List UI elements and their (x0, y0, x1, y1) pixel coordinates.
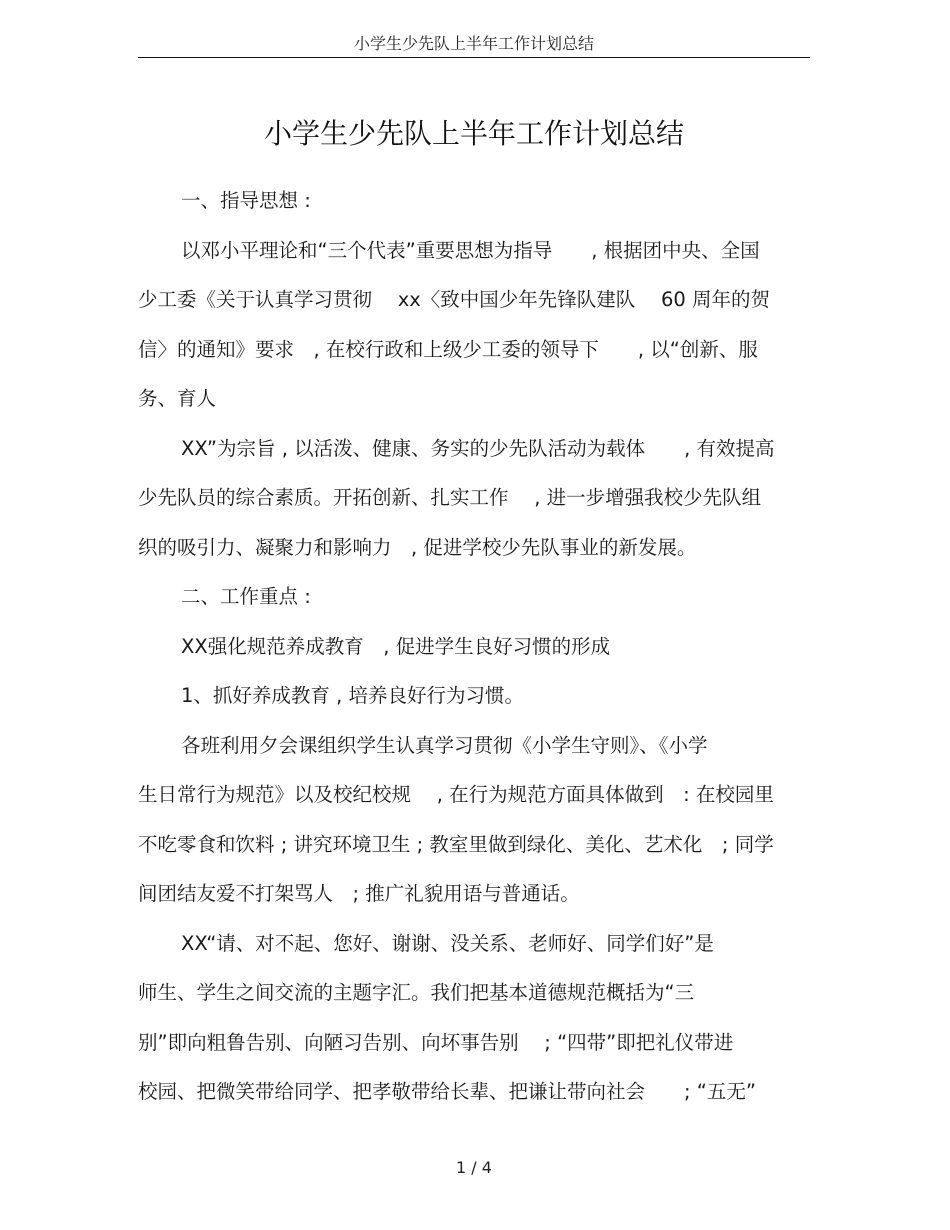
document-body (138, 176, 810, 1117)
paragraph-line: 间团结友爱不打架骂人 ; 推广礼貌用语与普通话。 (138, 882, 580, 905)
paragraph-line: 少先队员的综合素质。开拓创新、扎实工作 , 进一步增强我校少先队组 (138, 486, 762, 509)
document-title: 小学生少先队上半年工作计划总结 (263, 117, 684, 150)
section-heading-work-focus: 二、工作重点 : (181, 585, 311, 608)
paragraph-line: 不吃零食和饮料 ; 讲究环境卫生 ; 教室里做到绿化、美化、艺术化 ; 同学 (138, 832, 774, 856)
paragraph-line: 少工委《关于认真学习贯彻 xx〈致中国少年先锋队建队 60 周年的贺 (138, 288, 770, 311)
running-header: 小学生少先队上半年工作计划总结 (353, 34, 594, 53)
paragraph-line: 生日常行为规范》以及校纪校规 , 在行为规范方面具体做到 : 在校园里 (138, 783, 774, 806)
paragraph-line: 别”即向粗鲁告别、向陋习告别、向坏事告别 ; “四带”即把礼仪带进 (138, 1030, 734, 1054)
header-divider (138, 57, 810, 58)
page-number: 1 / 4 (456, 1158, 492, 1177)
paragraph-line: 各班利用夕会课组织学生认真学习贯彻《小学生守则》、《小学 (181, 733, 708, 757)
paragraph-line: 校园、把微笑带给同学、把孝敬带给长辈、把谦让带向社会 ; “五无” (138, 1080, 756, 1103)
section-heading-guiding-ideology: 一、指导思想 : (181, 189, 311, 212)
paragraph-line: XX“请、对不起、您好、谢谢、没关系、老师好、同学们好”是 (181, 931, 714, 955)
paragraph-line: 织的吸引力、凝聚力和影响力 , 促进学校少先队事业的新发展。 (138, 535, 697, 559)
subheading-line: 1、抓好养成教育 , 培养良好行为习惯。 (181, 684, 525, 707)
paragraph-line: XX”为宗旨 , 以活泼、健康、务实的少先队活动为载体 , 有效提高 (181, 436, 775, 460)
paragraph-line: 以邓小平理论和“三个代表”重要思想为指导 , 根据团中央、全国 (181, 238, 760, 262)
paragraph-line: 务、育人 (138, 387, 217, 410)
subheading-line: XX强化规范养成教育 , 促进学生良好习惯的形成 (181, 634, 611, 658)
paragraph-line: 信〉的通知》要求 , 在校行政和上级少工委的领导下 , 以“创新、服 (138, 337, 758, 361)
paragraph-line: 师生、学生之间交流的主题字汇。我们把基本道德规范概括为“三 (138, 981, 695, 1004)
